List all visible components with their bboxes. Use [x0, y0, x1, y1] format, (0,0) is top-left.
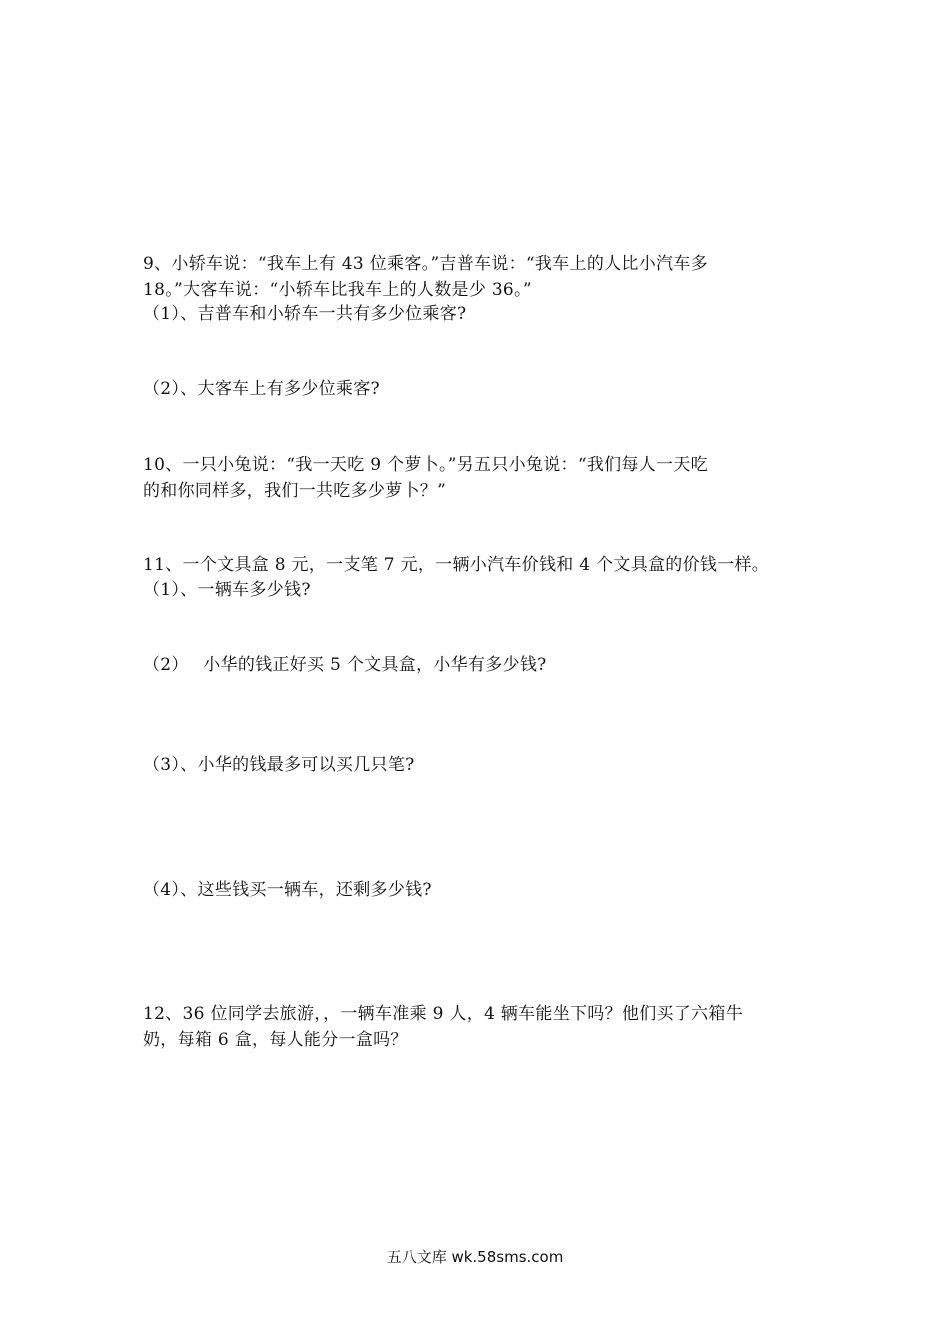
q11-line-1: 11、一个文具盒 8 元，一支笔 7 元，一辆小汽车价钱和 4 个文具盒的价钱一样。 [143, 555, 770, 575]
q10-line-1: 10、一只小兔说：“我一天吃 9 个萝卜。”另五只小兔说：“我们每人一天吃 [143, 455, 708, 475]
q10-line-2: 的和你同样多，我们一共吃多少萝卜？” [143, 481, 447, 501]
q11-sub-question-4: （4）、这些钱买一辆车，还剩多少钱? [143, 880, 432, 900]
q11-sub-question-2: （2） 小华的钱正好买 5 个文具盒，小华有多少钱? [143, 655, 547, 675]
q12-line-2: 奶，每箱 6 盒，每人能分一盒吗？ [143, 1030, 408, 1050]
q9-sub-question-1: （1）、吉普车和小轿车一共有多少位乘客? [143, 304, 467, 324]
footer-watermark: 五八文库 wk.58sms.com [386, 1248, 564, 1266]
q11-sub-question-1: （1）、一辆车多少钱? [143, 580, 311, 600]
q9-line-1: 9、小轿车说：“我车上有 43 位乘客。”吉普车说：“我车上的人比小汽车多 [143, 254, 708, 274]
q12-line-1: 12、36 位同学去旅游，，一辆车准乘 9 人，4 辆车能坐下吗？他们买了六箱牛 [143, 1004, 744, 1024]
q9-line-2: 18。”大客车说：“小轿车比我车上的人数是少 36。” [143, 280, 532, 300]
q11-sub-question-3: （3）、小华的钱最多可以买几只笔? [143, 755, 415, 775]
q9-sub-question-2: （2）、大客车上有多少位乘客? [143, 379, 380, 399]
